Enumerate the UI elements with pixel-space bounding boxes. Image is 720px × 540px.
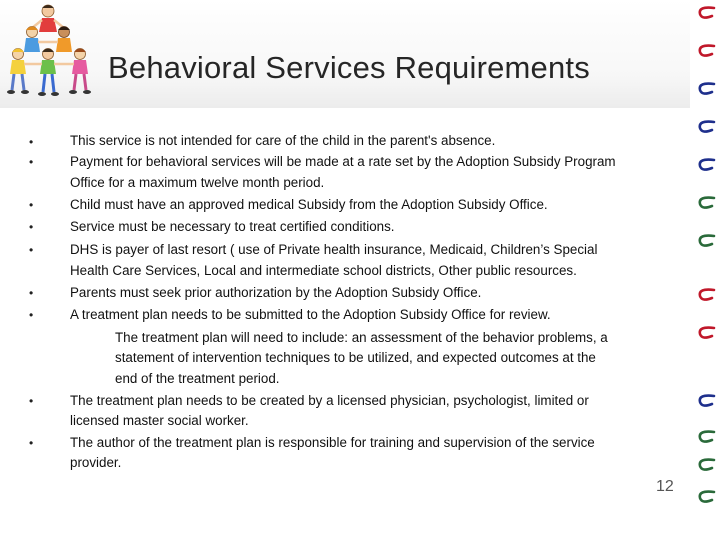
bullet-subtext: end of the treatment period. [115,371,280,386]
bullet-text: DHS is payer of last resort ( use of Private health insurance, Medicaid, Children’s Special [70,242,598,257]
bullet-subtext: statement of intervention techniques to be utilized, and expected outcomes at the [115,350,596,365]
bullet-dot: • [29,308,34,322]
bullet-text: licensed master social worker. [70,413,249,428]
bullet-dot: • [29,436,34,450]
slide-title: Behavioral Services Requirements [108,50,590,85]
bullet-text: Service must be necessary to treat certified conditions. [70,219,395,234]
bullet-dot: • [29,155,34,169]
bullet-text: A treatment plan needs to be submitted to the Adoption Subsidy Office for review. [70,307,551,322]
bullet-dot: • [29,198,34,212]
bullet-text: This service is not intended for care of the child in the parent's absence. [70,133,496,148]
bullet-text: Health Care Services, Local and intermediate school districts, Other public resources. [70,263,577,278]
bullet-dot: • [29,286,34,300]
bullet-text: The author of the treatment plan is responsible for training and supervision of the service [70,435,595,450]
bullet-text: Payment for behavioral services will be made at a rate set by the Adoption Subsidy Program [70,154,616,169]
bullet-dot: • [29,243,34,257]
bullet-text: provider. [70,455,122,470]
bullet-dot: • [29,220,34,234]
page-number: 12 [656,478,674,495]
bullet-text: Parents must seek prior authorization by the Adoption Subsidy Office. [70,285,482,300]
bullet-text: Office for a maximum twelve month period. [70,175,325,190]
bullet-dot: • [29,135,34,149]
bullet-subtext: The treatment plan will need to include: an assessment of the behavior problems, a [115,330,608,345]
bullet-text: Child must have an approved medical Subsidy from the Adoption Subsidy Office. [70,197,548,212]
bullet-dot: • [29,394,34,408]
bullet-text: The treatment plan needs to be created by a licensed physician, psychologist, limited or [70,393,589,408]
spiral-binding-icon [690,0,720,540]
